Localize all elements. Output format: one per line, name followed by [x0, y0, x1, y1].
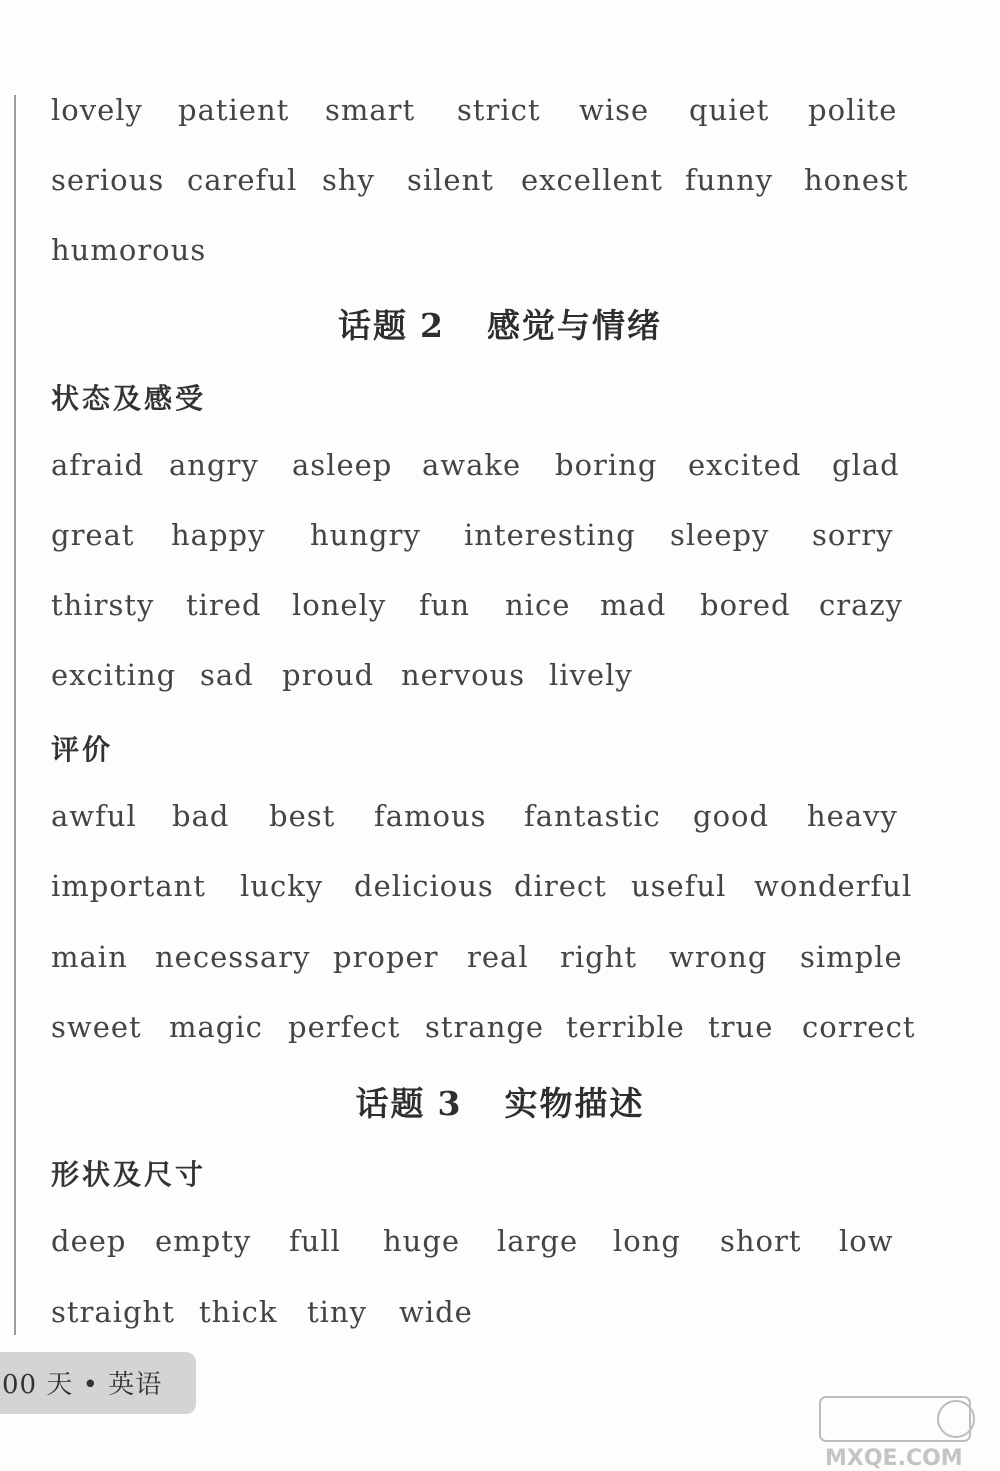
word: low — [839, 1224, 894, 1258]
word: sleepy — [670, 518, 770, 552]
word: angry — [169, 448, 259, 482]
word: delicious — [354, 869, 494, 903]
word: wonderful — [754, 869, 913, 903]
footer-label: 00 天 • 英语 — [2, 1370, 163, 1400]
topic-prefix: 话题 — [355, 1084, 426, 1123]
word-row — [0, 90, 1000, 150]
word: funny — [685, 163, 774, 197]
word: fantastic — [524, 799, 661, 833]
word: awful — [51, 799, 137, 833]
word: awake — [422, 448, 522, 482]
word-row — [0, 515, 1000, 575]
watermark-logo — [780, 1395, 990, 1471]
word: perfect — [288, 1010, 401, 1044]
word-row — [0, 1292, 1000, 1352]
word: right — [560, 940, 638, 974]
word: quiet — [689, 93, 770, 127]
word: wrong — [669, 940, 768, 974]
word: excellent — [521, 163, 663, 197]
word: proper — [333, 940, 439, 974]
word: wide — [399, 1295, 473, 1329]
word: tired — [186, 588, 262, 622]
word-row — [0, 655, 1000, 715]
word: strange — [425, 1010, 545, 1044]
word: hungry — [310, 518, 421, 552]
watermark-circle — [938, 1401, 974, 1437]
word: famous — [374, 799, 487, 833]
topic-name: 实物描述 — [504, 1084, 645, 1123]
word: polite — [808, 93, 898, 127]
word: correct — [802, 1010, 916, 1044]
word: serious — [51, 163, 165, 197]
word: wise — [579, 93, 650, 127]
word: silent — [407, 163, 494, 197]
word: afraid — [51, 448, 145, 482]
word: main — [51, 940, 128, 974]
word: terrible — [566, 1010, 685, 1044]
word: empty — [155, 1224, 252, 1258]
word: simple — [800, 940, 903, 974]
word: necessary — [155, 940, 311, 974]
word: strict — [457, 93, 541, 127]
word-row — [0, 1221, 1000, 1281]
word: boring — [555, 448, 658, 482]
word: excited — [688, 448, 802, 482]
word-row — [0, 230, 1000, 290]
word-row — [0, 937, 1000, 997]
word: humorous — [51, 233, 207, 267]
word: interesting — [464, 518, 636, 552]
word: real — [467, 940, 529, 974]
word-row — [0, 585, 1000, 645]
word: crazy — [819, 588, 904, 622]
word: exciting — [51, 658, 177, 692]
topic-2-title — [0, 300, 1000, 347]
word: heavy — [807, 799, 898, 833]
word: mad — [600, 588, 667, 622]
word: fun — [419, 588, 471, 622]
word: true — [708, 1010, 774, 1044]
word: nice — [505, 588, 571, 622]
word: sorry — [812, 518, 894, 552]
word: lively — [549, 658, 633, 692]
topic-number: 3 — [437, 1084, 463, 1123]
word: good — [693, 799, 770, 833]
word: huge — [383, 1224, 461, 1258]
word: great — [51, 518, 135, 552]
topic-number: 2 — [420, 306, 445, 345]
word: straight — [51, 1295, 175, 1329]
word: magic — [169, 1010, 263, 1044]
word: direct — [514, 869, 607, 903]
word: honest — [804, 163, 909, 197]
section-heading: 评价 — [51, 733, 114, 766]
section-heading: 状态及感受 — [51, 382, 207, 415]
word: lovely — [51, 93, 143, 127]
word: thirsty — [51, 588, 155, 622]
word: deep — [51, 1224, 127, 1258]
word-row — [0, 445, 1000, 505]
word: large — [497, 1224, 579, 1258]
word: proud — [282, 658, 375, 692]
topic-3-title — [0, 1078, 1000, 1125]
word: important — [51, 869, 206, 903]
word: best — [269, 799, 336, 833]
topic-prefix: 话题 — [338, 306, 409, 345]
topic-name: 感觉与情绪 — [486, 306, 662, 345]
word-row — [0, 1007, 1000, 1067]
word: tiny — [307, 1295, 367, 1329]
word: long — [613, 1224, 681, 1258]
word-row — [0, 866, 1000, 926]
word: useful — [631, 869, 727, 903]
word: nervous — [401, 658, 526, 692]
word: glad — [832, 448, 900, 482]
word: lonely — [292, 588, 387, 622]
word: patient — [178, 93, 290, 127]
word: asleep — [292, 448, 393, 482]
word: smart — [325, 93, 416, 127]
watermark-text: MXQE.COM — [825, 1446, 963, 1471]
word: sweet — [51, 1010, 142, 1044]
word: short — [720, 1224, 802, 1258]
word: sad — [200, 658, 254, 692]
word: full — [289, 1224, 341, 1258]
word: happy — [171, 518, 266, 552]
word: lucky — [240, 869, 324, 903]
section-heading: 形状及尺寸 — [51, 1158, 207, 1191]
word-row — [0, 160, 1000, 220]
word-row — [0, 796, 1000, 856]
word: bad — [172, 799, 230, 833]
word: shy — [322, 163, 375, 197]
word: careful — [187, 163, 298, 197]
word: thick — [199, 1295, 278, 1329]
word: bored — [700, 588, 791, 622]
